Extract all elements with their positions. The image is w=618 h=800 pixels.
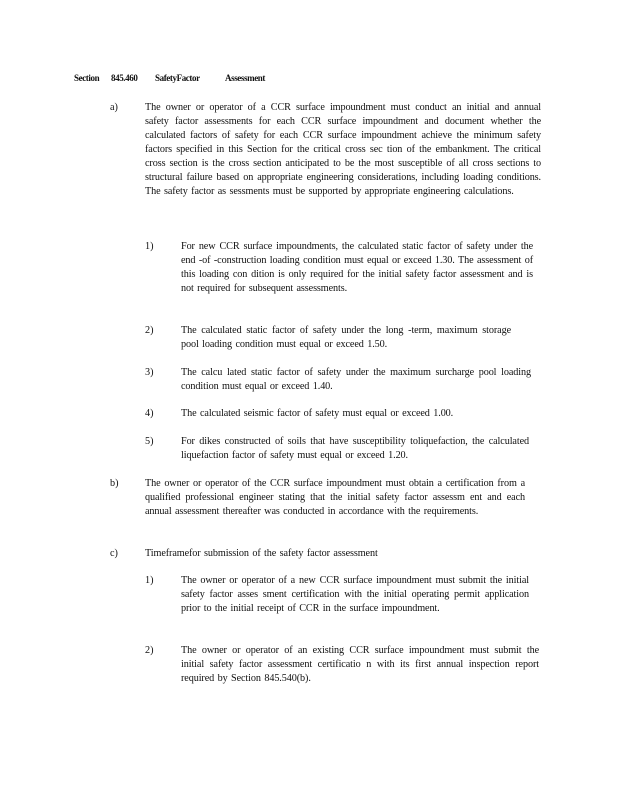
item-a1-text: For new CCR surface impoundments, the calculated static factor of safety under the end -of -construction loading condition must equal or exceed 1.30. The assessment of this loading con dition is only required for the initial safety factor assessment and is not required for subsequent assessments.	[181, 241, 533, 294]
item-c-label: c)	[110, 548, 118, 559]
item-a5-label: 5)	[145, 436, 154, 447]
item-c1-label: 1)	[145, 575, 154, 586]
item-a4-text: The calculated seismic factor of safety must equal or exceed 1.00.	[181, 408, 454, 419]
item-a-label: a)	[110, 102, 118, 113]
item-a2-text: The calculated static factor of safety under the long -term, maximum storage pool loading condition must equal or exceed 1.50.	[181, 325, 511, 350]
item-c2-label: 2)	[145, 645, 154, 656]
section-heading	[74, 73, 265, 83]
item-a3-text: The calcu lated static factor of safety under the maximum surcharge pool loading condition must equal or exceed 1.40.	[181, 367, 531, 392]
item-b-label: b)	[110, 478, 119, 489]
item-c2-text: The owner or operator of an existing CCR surface impoundment must submit the initial safety factor assessment certificatio n with its first annual inspection report required by Section 845.540(b).	[181, 645, 539, 684]
item-c1-text: The owner or operator of a new CCR surface impoundment must submit the initial safety factor asses sment certification with the initial operating permit application prior to the initial receipt of CCR in the surface impoundment.	[181, 575, 529, 614]
heading-title-first: SafetyFactor	[155, 73, 200, 83]
item-c-text: Timeframefor submission of the safety factor assessment	[145, 548, 378, 559]
item-a-text: The owner or operator of a CCR surface impoundment must conduct an initial and annual safety factor assessments for each CCR surface impoundment and document whether the calculated factors of safety for each CCR surface impoundment achieve the minimum safety factors specified in this Section for the critical cross sec tion of the embankment. The critical cross section is the cross section anticipated to be the most susceptible of all cross sections to structural failure based on appropriate engineering considerations, including loading conditions. The safety factor as sessments must be supported by appropriate engineering calculations.	[145, 102, 541, 197]
item-a1-label: 1)	[145, 241, 154, 252]
item-a3-label: 3)	[145, 367, 154, 378]
item-a4-label: 4)	[145, 408, 154, 419]
item-a2-label: 2)	[145, 325, 154, 336]
heading-section-label: Section	[74, 73, 100, 83]
item-b-text: The owner or operator of the CCR surface impoundment must obtain a certification from a qualified professional engineer stating that the initial safety factor assessm ent and each annual assessment thereafter was conducted in accordance with the requirements.	[145, 478, 525, 517]
item-a5-text: For dikes constructed of soils that have susceptibility toliquefaction, the calculated liquefaction factor of safety must equal or exceed 1.20.	[181, 436, 529, 461]
heading-section-number: 845.460	[111, 73, 138, 83]
heading-title-second: Assessment	[225, 73, 265, 83]
